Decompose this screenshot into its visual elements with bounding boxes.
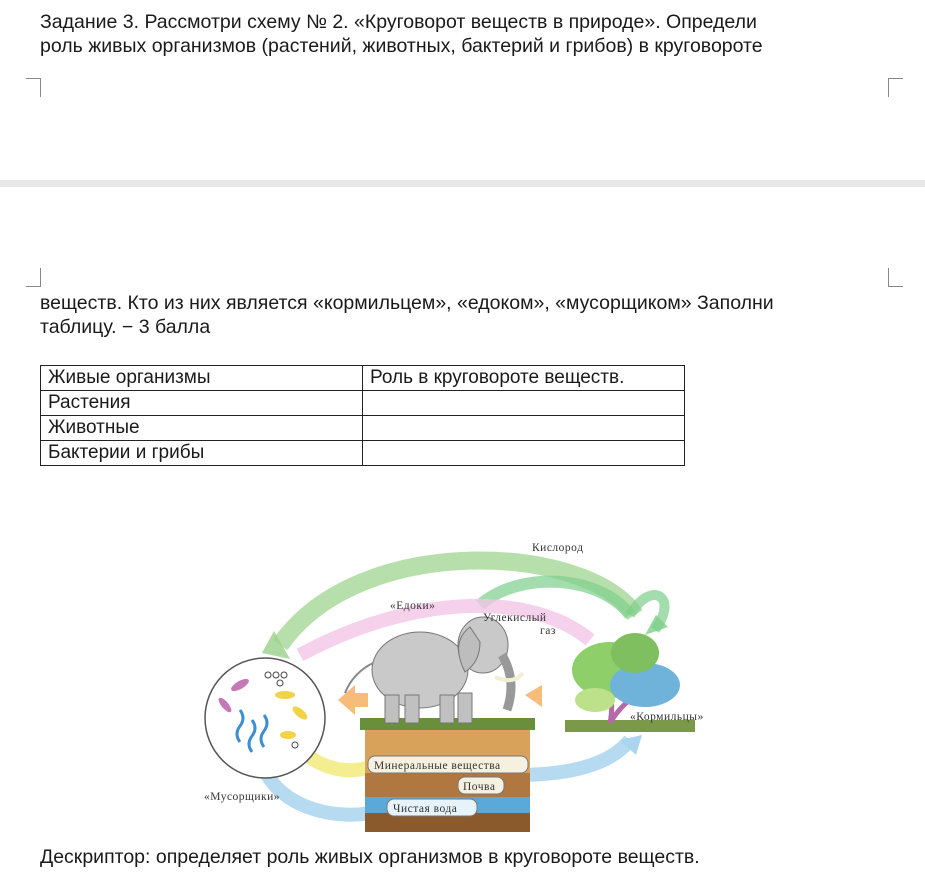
tree-crown <box>575 688 615 712</box>
oxygen-label: Кислород <box>532 542 584 554</box>
tree-crown <box>611 633 659 673</box>
page-corner-mark <box>888 78 903 97</box>
water-label: Чистая вода <box>393 803 458 815</box>
organism-cell: Растения <box>41 391 363 416</box>
page-corner-mark <box>26 268 41 287</box>
page-corner-mark <box>888 268 903 287</box>
task-line-3: веществ. Кто из них является «кормильцем», «едоком», «мусорщиком» Заполни <box>40 292 774 314</box>
elephant-tail <box>345 663 373 693</box>
co2-label-line1: Углекислый <box>483 612 547 624</box>
task-line-2: роль живых организмов (растений, животных, бактерий и грибов) в круговороте <box>40 35 763 57</box>
descriptor-text: Дескриптор: определяет роль живых организмов в круговороте веществ. <box>40 846 700 868</box>
task-text-bottom <box>40 291 900 339</box>
minerals-label: Минеральные вещества <box>374 760 501 772</box>
feeders-label: «Кормильцы» <box>630 711 704 723</box>
bacteria-rod <box>280 731 296 739</box>
table-header-row <box>41 366 685 391</box>
eaters-label: «Едоки» <box>390 600 436 612</box>
role-cell[interactable] <box>363 441 685 466</box>
task-line-1: Задание 3. Рассмотри схему № 2. «Круговорот веществ в природе». Определи <box>40 11 757 33</box>
elephant-leg <box>405 695 419 723</box>
organism-cell: Животные <box>41 416 363 441</box>
co2-label-line2: газ <box>540 625 556 637</box>
soil-label: Почва <box>463 781 496 793</box>
page-corner-mark <box>26 78 41 97</box>
organism-cell: Бактерии и грибы <box>41 441 363 466</box>
elephant-leg <box>440 695 454 723</box>
roles-table <box>40 365 685 466</box>
soil-layer <box>365 773 530 797</box>
orange-arrow-right <box>525 685 542 707</box>
water-arrow-right <box>515 740 630 775</box>
table-header-cell: Живые организмы <box>41 366 363 391</box>
orange-arrow <box>338 685 368 715</box>
table-row <box>41 441 685 466</box>
elephant-leg <box>458 693 472 723</box>
role-cell[interactable] <box>363 391 685 416</box>
page-break <box>0 180 925 187</box>
elephant-trunk <box>502 655 511 710</box>
table-row <box>41 416 685 441</box>
substance-cycle-diagram <box>190 535 730 840</box>
task-line-4: таблицу. − 3 балла <box>40 316 211 338</box>
cleaners-label: «Мусорщики» <box>204 791 281 803</box>
table-header-cell: Роль в круговороте веществ. <box>363 366 685 391</box>
elephant-leg <box>385 695 399 723</box>
bacteria-rod <box>275 691 295 699</box>
table-row <box>41 391 685 416</box>
task-text-top <box>40 10 900 58</box>
role-cell[interactable] <box>363 416 685 441</box>
